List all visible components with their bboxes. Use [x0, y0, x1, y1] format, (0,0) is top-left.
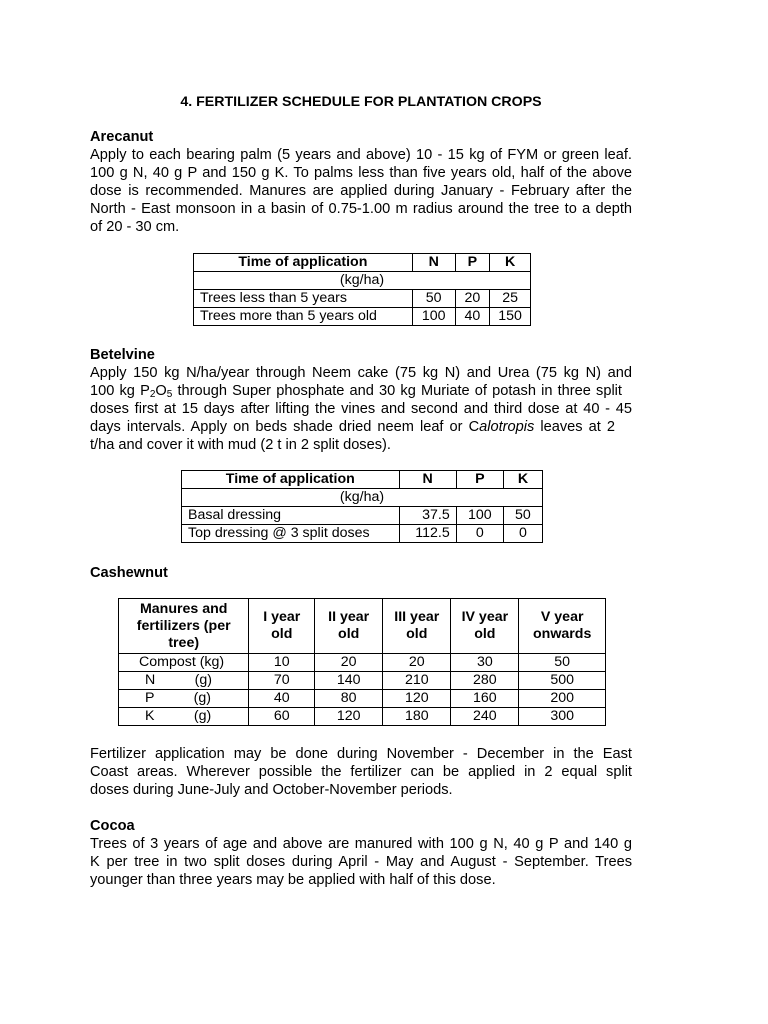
cashewnut-paragraph	[90, 745, 632, 799]
table-cell: 20	[315, 654, 383, 672]
table-row	[119, 654, 606, 672]
table-cell: 0	[456, 525, 503, 543]
table-cell: 25	[490, 290, 531, 308]
table-cell: 20	[455, 290, 490, 308]
table-cell: 240	[451, 708, 519, 726]
paragraph-text: O	[155, 383, 167, 399]
paragraph-line: 100 g N, 40 g P and 150 g K. To palms less than five years old, half of the above	[90, 165, 632, 181]
table-cell: 120	[383, 690, 451, 708]
paragraph-line	[90, 382, 632, 400]
paragraph-text: leaves at 2	[534, 419, 615, 435]
table-cell: 100	[412, 308, 455, 326]
paragraph-line: K per tree in two split doses during April - May and August - September. Trees	[90, 854, 632, 870]
table-cell: 50	[412, 290, 455, 308]
table-header-cell: N	[399, 471, 456, 489]
table-cell: 70	[249, 672, 315, 690]
table-row	[194, 308, 531, 326]
table-cell: 37.5	[399, 507, 456, 525]
subscript: 5	[166, 389, 173, 400]
table-cell: 280	[451, 672, 519, 690]
paragraph-line: Apply to each bearing palm (5 years and above) 10 - 15 kg of FYM or green leaf.	[90, 147, 632, 163]
paragraph-text: days intervals. Apply on beds shade dried neem leaf or C	[90, 419, 480, 435]
table-cell: 50	[503, 507, 542, 525]
table-cell: Top dressing @ 3 split doses	[182, 525, 400, 543]
table-unit-cell: (kg/ha)	[194, 272, 531, 290]
paragraph-text: 100 kg P	[90, 383, 150, 399]
table-row	[119, 690, 606, 708]
table-cell: 200	[519, 690, 606, 708]
arecanut-heading: Arecanut	[90, 129, 154, 145]
table-cell: 300	[519, 708, 606, 726]
table-cell: 180	[383, 708, 451, 726]
table-header-cell: K	[503, 471, 542, 489]
table-row	[119, 708, 606, 726]
table-header-cell: II year old	[315, 599, 383, 654]
paragraph-line: t/ha and cover it with mud (2 t in 2 split doses).	[90, 437, 391, 453]
table-cell: 150	[490, 308, 531, 326]
table-cell: P (g)	[119, 690, 249, 708]
cocoa-heading: Cocoa	[90, 818, 135, 834]
table-cell: 40	[249, 690, 315, 708]
table-header-cell: I year old	[249, 599, 315, 654]
table-cell: 120	[315, 708, 383, 726]
cocoa-paragraph	[90, 835, 632, 889]
table-header-cell: Time of application	[182, 471, 400, 489]
table-cell: 100	[456, 507, 503, 525]
arecanut-paragraph	[90, 146, 632, 236]
arecanut-table	[193, 253, 531, 326]
table-cell: Compost (kg)	[119, 654, 249, 672]
paragraph-line: younger than three years may be applied with half of this dose.	[90, 872, 496, 888]
cashewnut-table	[118, 598, 606, 726]
page-title: 4. FERTILIZER SCHEDULE FOR PLANTATION CROPS	[180, 94, 542, 110]
table-row	[182, 525, 543, 543]
table-header-cell: N	[412, 254, 455, 272]
paragraph-line: of 20 - 30 cm.	[90, 219, 180, 235]
paragraph-line: Apply 150 kg N/ha/year through Neem cake (75 kg N) and Urea (75 kg N) and	[90, 365, 632, 381]
subscript: 2	[149, 389, 156, 400]
table-header-cell: V year onwards	[519, 599, 606, 654]
table-header-cell: P	[455, 254, 490, 272]
paragraph-line: doses during June-July and October-November periods.	[90, 782, 453, 798]
table-cell: Trees more than 5 years old	[194, 308, 413, 326]
table-cell: 500	[519, 672, 606, 690]
table-cell: K (g)	[119, 708, 249, 726]
table-cell: 30	[451, 654, 519, 672]
italic-text: alotropis	[479, 419, 535, 435]
paragraph-line: Trees of 3 years of age and above are manured with 100 g N, 40 g P and 140 g	[90, 836, 632, 852]
betelvine-table	[181, 470, 543, 543]
table-row	[194, 290, 531, 308]
paragraph-line: Fertilizer application may be done during November - December in the East	[90, 746, 632, 762]
table-cell: 80	[315, 690, 383, 708]
table-cell: 10	[249, 654, 315, 672]
table-header-cell: Manures and fertilizers (per tree)	[119, 599, 249, 654]
paragraph-line: dose is recommended. Manures are applied during January - February after the	[90, 183, 632, 199]
paragraph-line: Coast areas. Wherever possible the fertilizer can be applied in 2 equal split	[90, 764, 632, 780]
paragraph-line	[90, 418, 632, 436]
table-cell: 20	[383, 654, 451, 672]
table-header-cell: K	[490, 254, 531, 272]
table-row	[119, 672, 606, 690]
table-header-cell: Time of application	[194, 254, 413, 272]
table-unit-cell: (kg/ha)	[182, 489, 543, 507]
table-cell: Basal dressing	[182, 507, 400, 525]
betelvine-heading: Betelvine	[90, 347, 155, 363]
table-cell: 112.5	[399, 525, 456, 543]
paragraph-line: doses first at 15 days after lifting the vines and second and third dose at 40 - 45	[90, 401, 632, 417]
table-cell: 0	[503, 525, 542, 543]
paragraph-line: North - East monsoon in a basin of 0.75-1.00 m radius around the tree to a depth	[90, 201, 632, 217]
table-header-cell: P	[456, 471, 503, 489]
table-row	[182, 507, 543, 525]
table-cell: 60	[249, 708, 315, 726]
table-cell: Trees less than 5 years	[194, 290, 413, 308]
table-cell: 160	[451, 690, 519, 708]
table-header-cell: IV year old	[451, 599, 519, 654]
table-cell: 140	[315, 672, 383, 690]
table-cell: 40	[455, 308, 490, 326]
cashewnut-heading: Cashewnut	[90, 565, 168, 581]
table-header-cell: III year old	[383, 599, 451, 654]
table-cell: 210	[383, 672, 451, 690]
table-cell: N (g)	[119, 672, 249, 690]
paragraph-text: through Super phosphate and 30 kg Muriate of potash in three split	[172, 383, 622, 399]
table-cell: 50	[519, 654, 606, 672]
betelvine-paragraph	[90, 364, 632, 454]
